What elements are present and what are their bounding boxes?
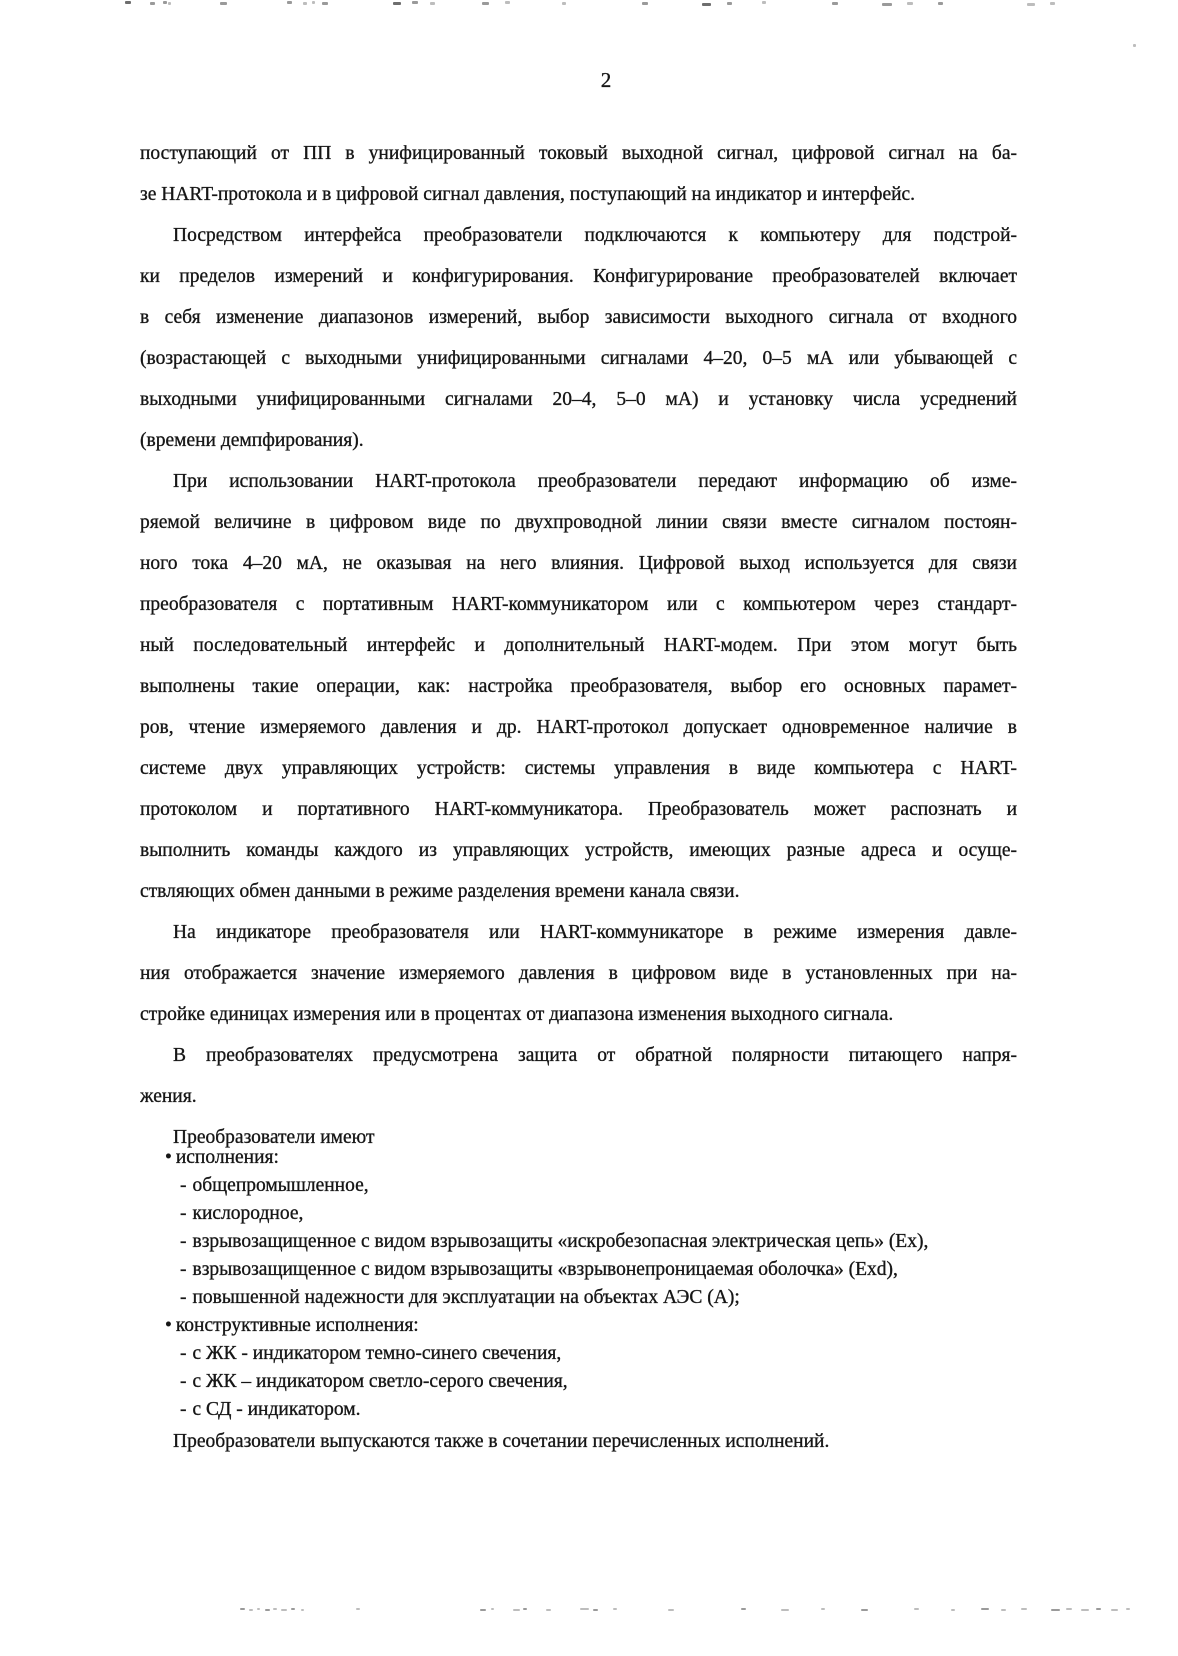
noise-dash [322,2,328,5]
list-item-text: с ЖК - индикатором темно-синего свечения, [192,1343,562,1364]
noise-dash [981,1608,989,1610]
text-line: ров, чтение измеряемого давления и др. HART-протокол допускает одновременное наличие в [140,717,1017,738]
text-line: ния отображается значение измеряемого давления в цифровом виде в установленных при на- [140,963,1017,984]
paragraph [140,1421,1017,1462]
noise-dash [220,2,227,5]
text-line: ки пределов измерений и конфигурирования. Конфигурирование преобразователей включает [140,266,1017,287]
noise-dash [491,1608,494,1610]
text-line: стройке единицах измерения или в процентах от диапазона изменения выходного сигнала. [140,1004,894,1025]
noise-dash [480,1609,486,1611]
noise-dash [562,2,566,5]
text-line: выполнены такие операции, как: настройка преобразователя, выбор его основных парамет- [140,676,1017,697]
noise-dash [702,3,711,6]
noise-dash [1111,1609,1118,1611]
noise-dash [1001,1609,1006,1611]
text-line: зе HART-протокола и в цифровой сигнал давления, поступающий на индикатор и интерфейс. [140,184,916,205]
noise-dash [1027,3,1035,6]
noise-dash [1021,1608,1027,1610]
noise-dash [430,2,435,5]
noise-dash [642,2,648,5]
noise-dash [1096,1608,1101,1610]
bullet-item [140,1312,1017,1340]
noise-dash [273,1608,277,1610]
dash-item [140,1284,1017,1312]
dash-item [140,1256,1017,1284]
noise-dash [291,1608,295,1610]
list-marker: - [180,1287,187,1308]
dash-item [140,1172,1017,1200]
text-line: (времени демпфирования). [140,430,364,451]
text-line: (возрастающей с выходными унифицированными сигналами 4–20, 0–5 мА или убывающей с [140,348,1017,369]
paragraph [140,215,1017,461]
noise-dash [907,2,913,5]
noise-dash [163,1,167,4]
text-line: ряемой величине в цифровом виде по двухпроводной линии связи вместе сигналом постоян- [140,512,1017,533]
dash-item [140,1340,1017,1368]
list-marker: - [180,1175,187,1196]
list-item-text: общепромышленное, [192,1175,369,1196]
noise-dash [257,1608,260,1610]
noise-dash [593,1609,598,1611]
text-line: При использовании HART-протокола преобразователи передают информацию об изме- [173,471,1017,492]
text-line: жения. [140,1086,197,1107]
noise-dash [482,2,489,5]
bullet-item [140,1144,1017,1172]
noise-dash [762,1,766,4]
noise-dash [821,1608,825,1610]
noise-dash [301,1609,304,1611]
noise-dash [393,2,401,5]
list-item-text: взрывозащищенное с видом взрывозащиты «искробезопасная электрическая цепь» (Ex), [192,1231,929,1252]
text-line: ного тока 4–20 мА, не оказывая на него влияния. Цифровой выход используется для связи [140,553,1017,574]
text-line: Преобразователи выпускаются также в сочетании перечисленных исполнений. [173,1431,830,1452]
list-item-text: взрывозащищенное с видом взрывозащиты «взрывонепроницаемая оболочка» (Exd), [192,1259,898,1280]
list-marker: • [165,1147,172,1168]
noise-dash [287,1,292,4]
text-line: ствляющих обмен данными в режиме разделения времени канала связи. [140,881,740,902]
noise-dash [150,2,155,5]
noise-dash [265,1609,270,1611]
text-line: В преобразователях предусмотрена защита от обратной полярности питающего напря- [173,1045,1017,1066]
noise-dash [1126,1608,1130,1610]
noise-dash [303,2,307,5]
text-line: Посредством интерфейса преобразователи подключаются к компьютеру для подстрой- [173,225,1017,246]
list-item-text: кислородное, [192,1203,304,1224]
paragraph [140,1035,1017,1117]
text-line: выполнить команды каждого из управляющих устройств, имеющих разные адреса и осуще- [140,840,1017,861]
list-item-text: повышенной надежности для эксплуатации на объектах АЭС (А); [192,1287,740,1308]
text-line: выходными унифицированными сигналами 20–4, 5–0 мА) и установку числа усреднений [140,389,1017,410]
noise-dash [1081,1609,1089,1611]
noise-dash [668,1609,674,1611]
noise-dash [882,3,892,6]
list-marker: - [180,1259,187,1280]
dash-item [140,1396,1017,1424]
noise-dash [356,1608,360,1610]
text-line: системе двух управляющих устройств: системы управления в виде компьютера с HART- [140,758,1017,779]
list-marker: - [180,1203,187,1224]
dash-item [140,1368,1017,1396]
noise-dash [861,1609,868,1611]
noise-dash [1050,2,1055,5]
dash-item [140,1200,1017,1228]
noise-dash [1066,1608,1072,1610]
noise-dash [523,1608,527,1610]
paragraph [140,133,1017,215]
dash-item [140,1228,1017,1256]
list-item-text: исполнения: [175,1147,279,1168]
text-line: в себя изменение диапазонов измерений, выбор зависимости выходного сигнала от входного [140,307,1017,328]
noise-dash [168,2,171,5]
noise-dash [781,1609,789,1611]
noise-dash [951,1609,955,1611]
paragraph [140,461,1017,912]
text-line: ный последовательный интерфейс и дополнительный HART-модем. При этом могут быть [140,635,1017,656]
noise-dash [546,1609,551,1611]
text-line: протоколом и портативного HART-коммуникатора. Преобразователь может распознать и [140,799,1017,820]
noise-dot [1133,44,1136,47]
page-number: 2 [600,68,612,92]
text-line: поступающий от ПП в унифицированный токовый выходной сигнал, цифровой сигнал на ба- [140,143,1017,164]
text-line: На индикаторе преобразователя или HART-коммуникаторе в режиме измерения давле- [173,922,1017,943]
text-line: преобразователя с портативным HART-коммуникатором или с компьютером через стандарт- [140,594,1017,615]
noise-dash [249,1609,253,1611]
list-marker: - [180,1371,187,1392]
noise-dash [613,1608,617,1610]
list-marker: • [165,1315,172,1336]
text-line: Преобразователи имеют [173,1127,375,1148]
list-item-text: конструктивные исполнения: [175,1315,419,1336]
noise-dash [1051,1609,1060,1611]
list-item-text: с СД - индикатором. [192,1399,361,1420]
noise-dash [914,1608,919,1610]
list-marker: - [180,1399,187,1420]
noise-dash [240,1608,245,1610]
list-marker: - [180,1231,187,1252]
paragraph [140,912,1017,1035]
noise-dash [312,1,315,4]
noise-dash [832,2,838,5]
noise-dash [125,1,131,4]
noise-dash [741,1608,746,1610]
noise-dash [727,2,732,5]
noise-dash [580,1608,589,1610]
list-item-text: с ЖК – индикатором светло-серого свечения, [192,1371,568,1392]
document-text [140,133,1017,1462]
noise-dash [281,1609,287,1611]
noise-dash [513,1609,520,1611]
noise-dash [505,1,510,4]
list-marker: - [180,1343,187,1364]
noise-dash [938,2,943,5]
noise-dash [412,1,418,4]
